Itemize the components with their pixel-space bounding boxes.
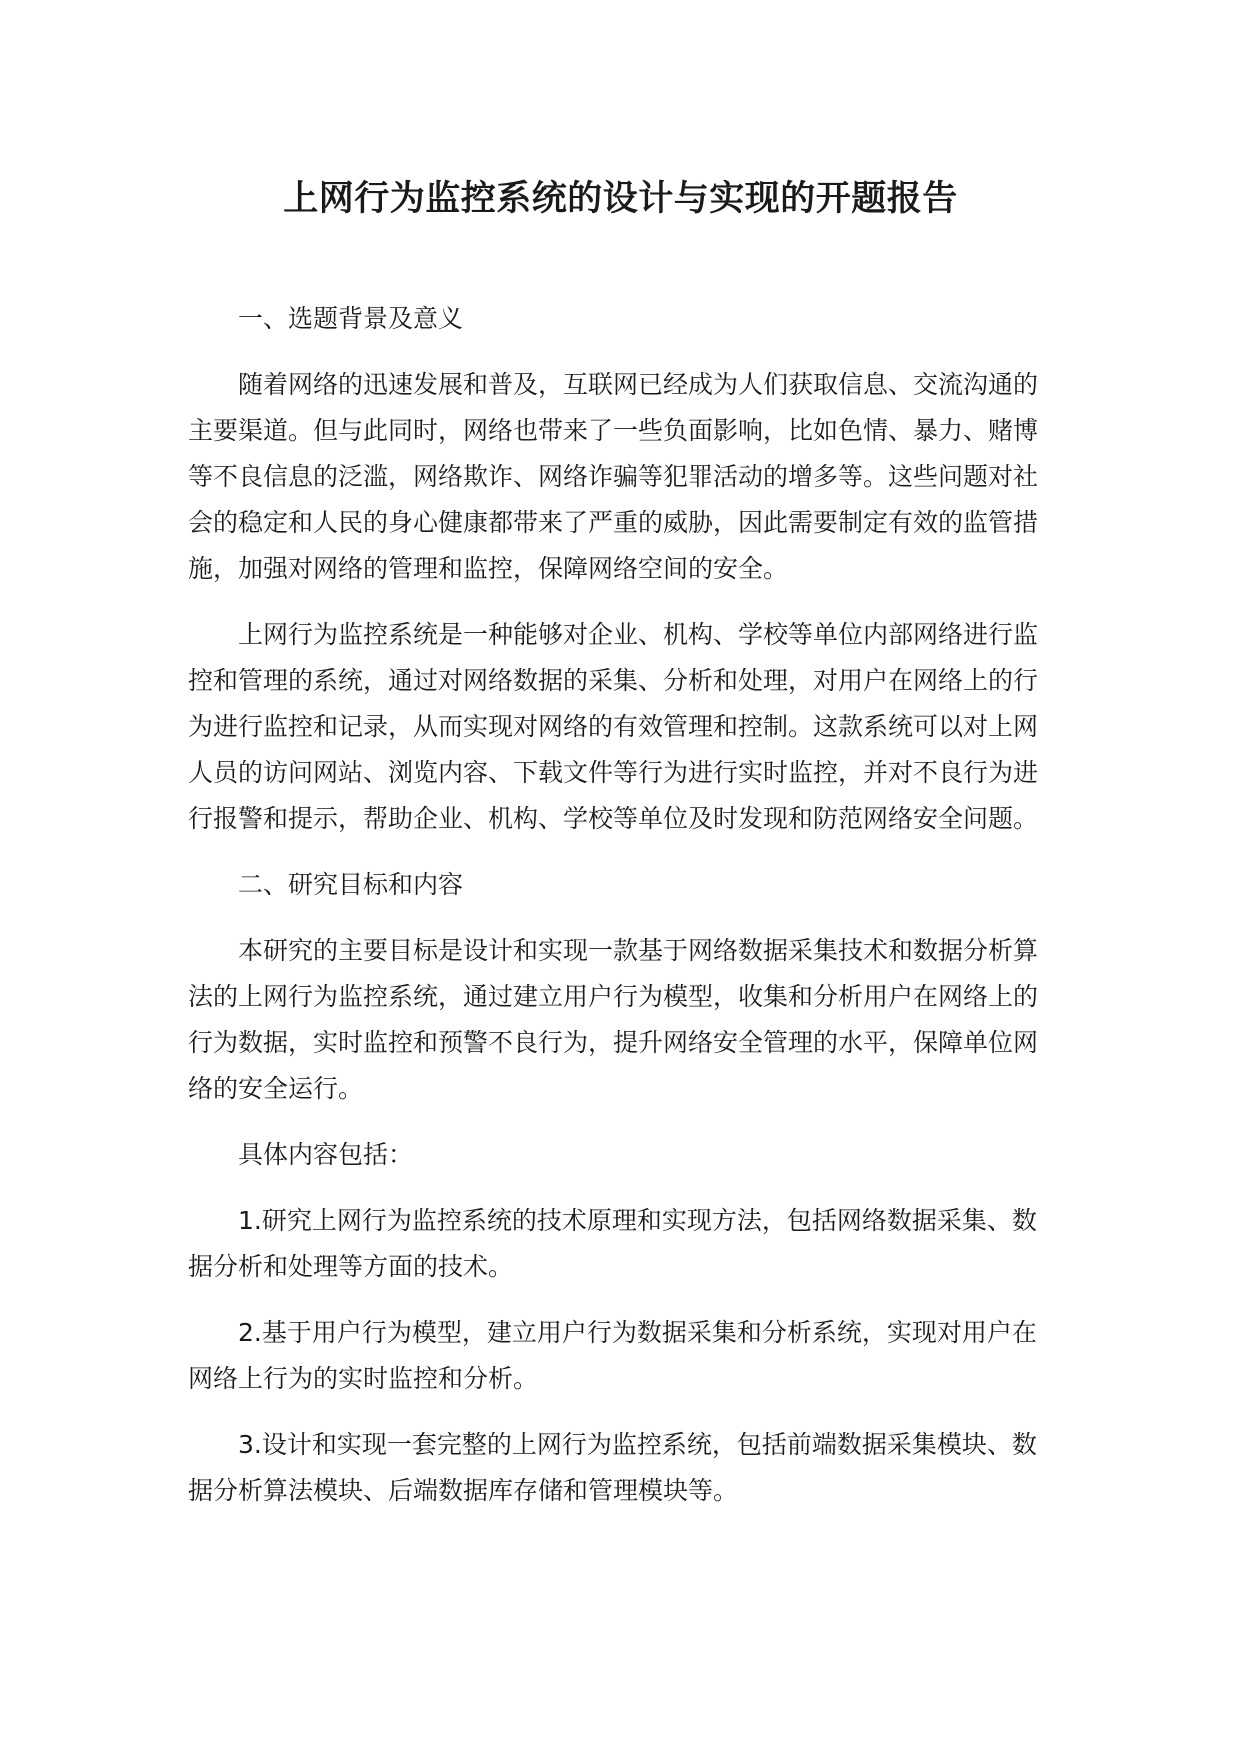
paragraph-background-2: 上网行为监控系统是一种能够对企业、机构、学校等单位内部网络进行监控和管理的系统，通过对网络数据的采集、分析和处理，对用户在网络上的行为进行监控和记录，从而实现对网络的有效管理和控制。这款系统可以对上网人员的访问网站、浏览内容、下载文件等行为进行实时监控，并对不良行为进行报警和提示，帮助企业、机构、学校等单位及时发现和防范网络安全问题。 xyxy=(188,620,1039,833)
section-heading-goals: 二、研究目标和内容 xyxy=(238,870,464,899)
paragraph-contents-item-2: 2.基于用户行为模型，建立用户行为数据采集和分析系统，实现对用户在网络上行为的实时监控和分析。 xyxy=(188,1318,1037,1393)
paragraph-contents-intro: 具体内容包括： xyxy=(238,1140,414,1169)
paragraph-contents-item-3: 3.设计和实现一套完整的上网行为监控系统，包括前端数据采集模块、数据分析算法模块、后端数据库存储和管理模块等。 xyxy=(188,1430,1037,1505)
paragraph-background-1: 随着网络的迅速发展和普及，互联网已经成为人们获取信息、交流沟通的主要渠道。但与此同时，网络也带来了一些负面影响，比如色情、暴力、赌博等不良信息的泛滥，网络欺诈、网络诈骗等犯罪活动的增多等。这些问题对社会的稳定和人民的身心健康都带来了严重的威胁，因此需要制定有效的监管措施，加强对网络的管理和监控，保障网络空间的安全。 xyxy=(188,370,1039,583)
document-title: 上网行为监控系统的设计与实现的开题报告 xyxy=(283,179,958,219)
section-heading-background: 一、选题背景及意义 xyxy=(238,304,464,333)
paragraph-contents-item-1: 1.研究上网行为监控系统的技术原理和实现方法，包括网络数据采集、数据分析和处理等方面的技术。 xyxy=(188,1206,1037,1281)
paragraph-goals-1: 本研究的主要目标是设计和实现一款基于网络数据采集技术和数据分析算法的上网行为监控系统，通过建立用户行为模型，收集和分析用户在网络上的行为数据，实时监控和预警不良行为，提升网络安全管理的水平，保障单位网络的安全运行。 xyxy=(188,936,1039,1103)
document-body xyxy=(188,296,1048,1534)
